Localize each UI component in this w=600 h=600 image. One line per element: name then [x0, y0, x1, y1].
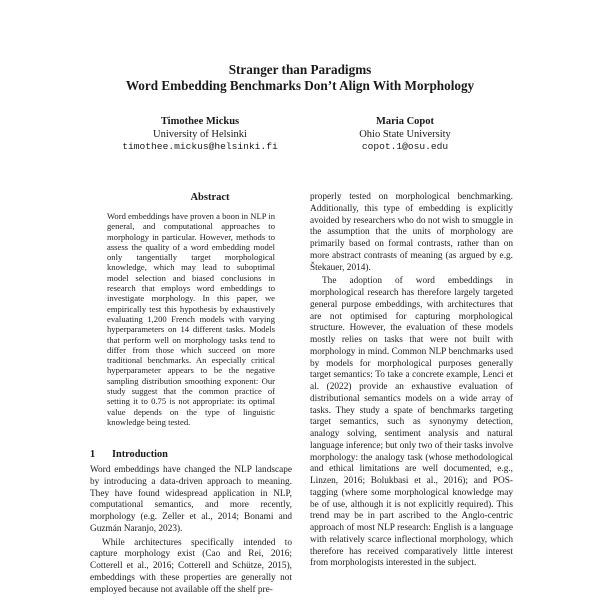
author-block-1 — [100, 116, 300, 154]
left-column-body — [90, 465, 292, 600]
abstract-text: Word embeddings have proven a boon in NLP in general, and computational approaches to morphology in particular. However, methods to assess the quality of a word embedding model only tangentially target morphological knowledge, which may lead to suboptimal model selection and biased conclusions in research that employs word embeddings to investigate morphology. In this paper, we empirically test this hypothesis by exhaustively evaluating 1,200 French models with varying hyperparameters on 14 different tasks. Models that perform well on morphology tasks tend to differ from those which succeed on more traditional benchmarks. An especially critical hyperparameter appears to be the negative sampling distribution smoothing exponent: Our study suggest that the common practice of setting it to 0.75 is not appropriate: its optimal value depends on the type of linguistic knowledge being tested. — [107, 211, 275, 427]
section-heading-introduction — [90, 449, 168, 460]
title-line-2: Word Embedding Benchmarks Don’t Align With Morphology — [125, 78, 475, 93]
paper-title — [0, 62, 600, 94]
section-title: Introduction — [112, 449, 168, 460]
author-affiliation: Ohio State University — [359, 128, 451, 140]
right-paragraph-2: The adoption of word embeddings in morphological research has therefore largely targeted general purpose embeddings, with architectures that are not optimised for capturing morphological structure. However, the evaluation of these models mostly relies on tasks that were not built with morphology in mind. Common NLP benchmarks used by models for morphological purposes generally target semantics: To take a concrete example, Lenci et al. (2022) provide an exhaustive evaluation of distributional semantics models on a wide array of tasks. They study a spate of benchmarks targeting target semantics, such as synonymy detection, analogy solving, sentiment analysis and natural language inference; but only two of their tasks involve morphology: the analogy task (whose methodological and ethical limitations are well documented, e.g., Linzen, 2016; Bolukbasi et al., 2016); and POS-tagging (where some morphological knowledge may be of use, although it is not explicitly required). This trend may be in part ascribed to the Anglo-centric approach of most NLP research: English is a language with relatively scarce inflectional morphology, which therefore has received comparatively little interest from morphologists interested in the subject. — [310, 276, 513, 569]
author-affiliation: University of Helsinki — [153, 128, 247, 140]
intro-paragraph-1: Word embeddings have changed the NLP landscape by introducing a data-driven approach to meaning. They have found widespread application in NLP, computational semantics, and more recently, morphology (e.g. Zeller et al., 2014; Bonami and Guzmán Naranjo, 2023). — [90, 465, 292, 534]
author-email: timothee.mickus@helsinki.fi — [122, 141, 278, 152]
author-block-2 — [305, 116, 505, 154]
intro-paragraph-2: While architectures specifically intended to capture morphology exist (Cao and Rei, 2016; Cotterell et al., 2016; Cotterell and Schütze, 2015), embeddings with these properties are generally not employed because not available off the shelf pre- — [90, 537, 292, 595]
right-column-body — [310, 192, 513, 600]
right-paragraph-1: properly tested on morphological benchmarking. Additionally, this type of embedding is explicitly avoided by researchers who do not wish to smuggle in the assumption that the units of morphology are primarily based on formal contrasts, rather than on more abstract contrasts of meaning (as argued by e.g. Štekauer, 2014). — [310, 192, 513, 273]
author-name: Timothee Mickus — [160, 116, 240, 127]
author-name: Maria Copot — [375, 116, 435, 127]
abstract-heading: Abstract — [190, 192, 230, 203]
title-line-1: Stranger than Paradigms — [228, 62, 372, 77]
author-email: copot.1@osu.edu — [361, 141, 449, 152]
section-number: 1 — [90, 449, 96, 460]
